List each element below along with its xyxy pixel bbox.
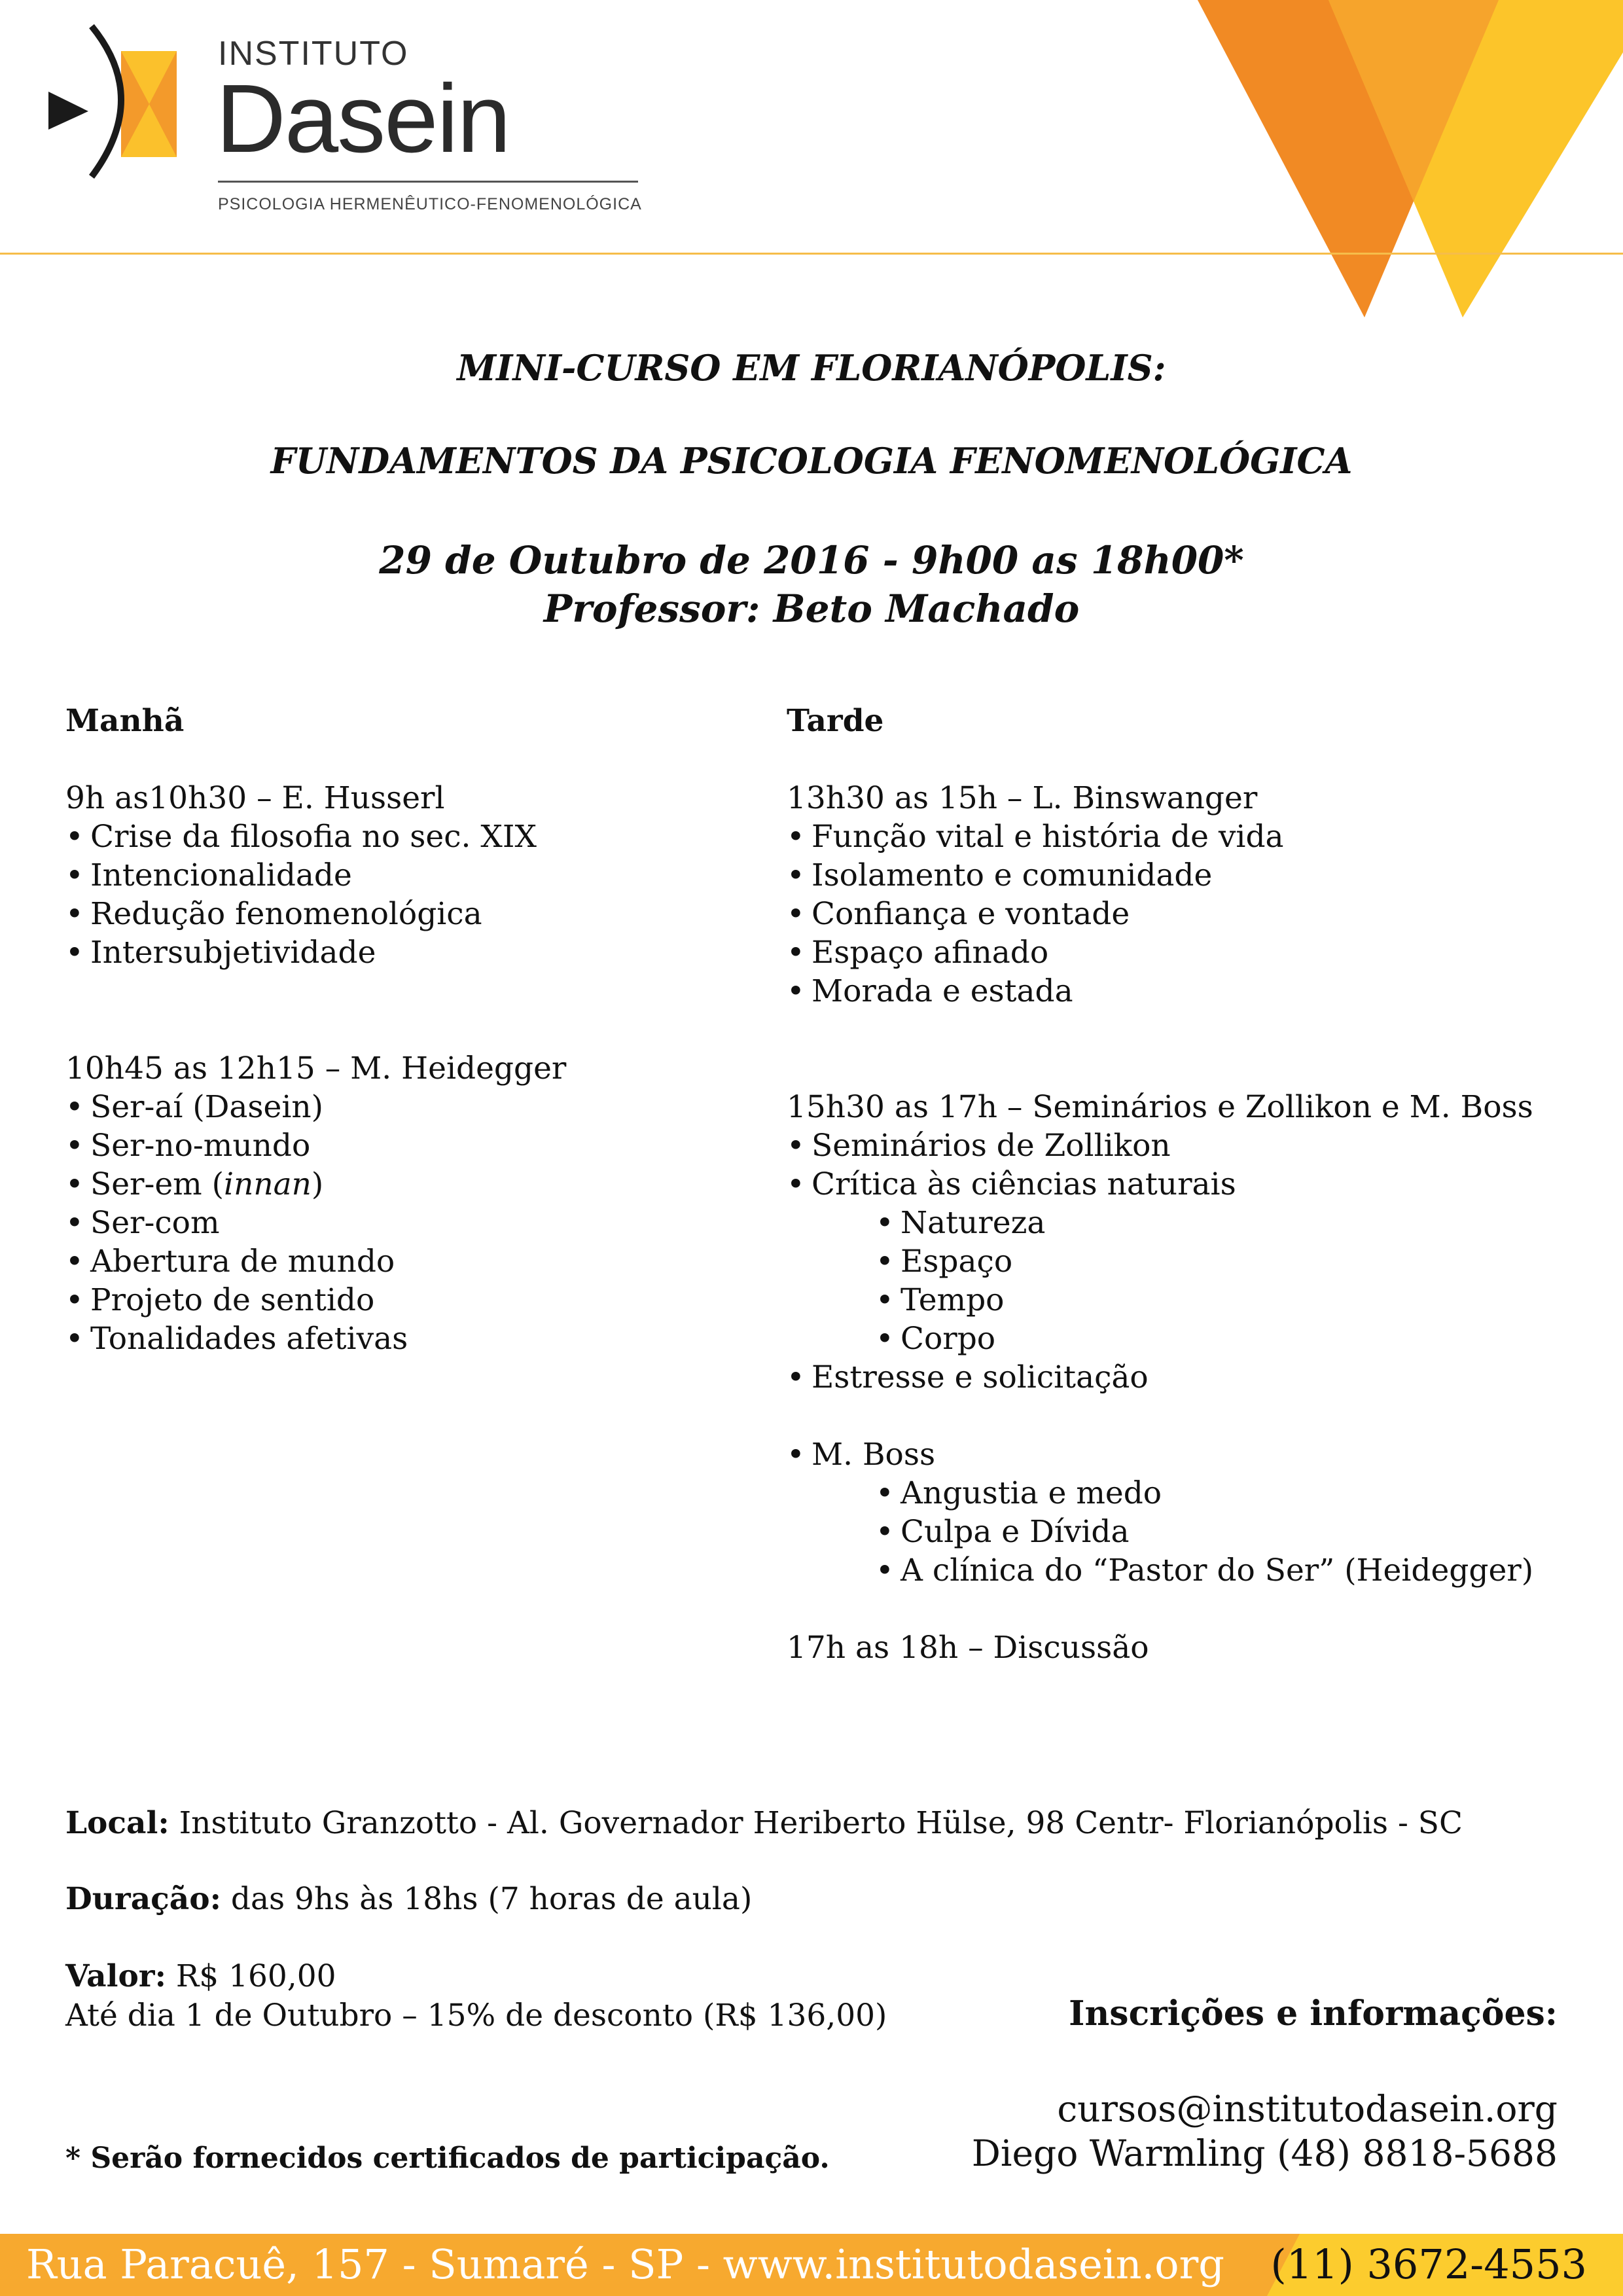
morning-heading: Manhã: [65, 703, 185, 739]
list-item: • Confiança e vontade: [787, 895, 1585, 933]
footer-address: Rua Paracuê, 157 - Sumaré - SP - www.institutodasein.org: [26, 2240, 1224, 2288]
sub-list-item: • Tempo: [787, 1281, 1585, 1319]
logo-subtitle: PSICOLOGIA HERMENÊUTICO-FENOMENOLÓGICA: [218, 195, 642, 213]
list-item: • Intencionalidade: [65, 856, 720, 895]
list-item: • Estresse e solicitação: [787, 1358, 1585, 1397]
list-item: • Projeto de sentido: [65, 1281, 720, 1319]
list-item: • Crítica às ciências naturais: [787, 1165, 1585, 1204]
contact-phone: Diego Warmling (48) 8818-5688: [971, 2132, 1558, 2174]
info-valor: Valor: R$ 160,00: [65, 1958, 336, 1994]
list-item: • Tonalidades afetivas: [65, 1319, 720, 1358]
list-item: • Ser-aí (Dasein): [65, 1088, 720, 1126]
course-subtitle: FUNDAMENTOS DA PSICOLOGIA FENOMENOLÓGICA: [270, 440, 1353, 482]
info-duracao: Duração: das 9hs às 18hs (7 horas de aula): [65, 1881, 753, 1917]
sub-list-item: • Natureza: [787, 1204, 1585, 1242]
sub-list-item: • Culpa e Dívida: [787, 1513, 1585, 1551]
info-certificados: * Serão fornecidos certificados de participação.: [65, 2142, 830, 2175]
list-item: • Ser-em (innan): [65, 1165, 720, 1204]
list-item: • M. Boss: [787, 1435, 1585, 1474]
course-title: MINI-CURSO EM FLORIANÓPOLIS:: [457, 347, 1166, 389]
list-item: • Redução fenomenológica: [65, 895, 720, 933]
list-item: • Ser-com: [65, 1204, 720, 1242]
logo-dasein-text: Dasein: [216, 65, 510, 173]
sub-list-item: • A clínica do “Pastor do Ser” (Heidegger): [787, 1551, 1585, 1590]
dasein-logo-mark: [39, 20, 196, 183]
morning-block2-time: 10h45 as 12h15 – M. Heidegger: [65, 1050, 567, 1086]
logo-divider: [218, 181, 638, 183]
decorative-triangles: [1198, 0, 1623, 327]
contact-email[interactable]: cursos@institutodasein.org: [1057, 2088, 1558, 2130]
list-item: • Espaço afinado: [787, 933, 1585, 972]
logo-instituto-text: INSTITUTO: [218, 35, 409, 73]
course-date: 29 de Outubro de 2016 - 9h00 as 18h00*: [379, 538, 1244, 583]
list-item: • Seminários de Zollikon: [787, 1126, 1585, 1165]
header-divider: [0, 253, 1623, 255]
list-item: • Isolamento e comunidade: [787, 856, 1585, 895]
sub-list-item: • Espaço: [787, 1242, 1585, 1281]
afternoon-column: [787, 702, 1585, 1667]
info-local: Local: Instituto Granzotto - Al. Governador Heriberto Hülse, 98 Centr- Florianópolis - SC: [65, 1805, 1463, 1841]
footer-phone: (11) 3672-4553: [1270, 2240, 1587, 2288]
list-item: • Intersubjetividade: [65, 933, 720, 972]
list-item: • Abertura de mundo: [65, 1242, 720, 1281]
list-item: • Função vital e história de vida: [787, 817, 1585, 856]
contact-heading: Inscrições e informações:: [1069, 1994, 1558, 2034]
course-professor: Professor: Beto Machado: [543, 586, 1080, 631]
morning-column: [65, 702, 720, 1358]
afternoon-block1-time: 13h30 as 15h – L. Binswanger: [787, 780, 1258, 816]
list-item: • Crise da filosofia no sec. XIX: [65, 817, 720, 856]
afternoon-block2-time: 15h30 as 17h – Seminários e Zollikon e M. Boss: [787, 1089, 1533, 1125]
afternoon-heading: Tarde: [787, 703, 884, 739]
list-item: • Ser-no-mundo: [65, 1126, 720, 1165]
info-desconto: Até dia 1 de Outubro – 15% de desconto (R$ 136,00): [65, 1998, 887, 2034]
morning-block1-time: 9h as10h30 – E. Husserl: [65, 780, 445, 816]
list-item: • Morada e estada: [787, 972, 1585, 1011]
afternoon-block3-time: 17h as 18h – Discussão: [787, 1630, 1149, 1666]
sub-list-item: • Corpo: [787, 1319, 1585, 1358]
sub-list-item: • Angustia e medo: [787, 1474, 1585, 1513]
